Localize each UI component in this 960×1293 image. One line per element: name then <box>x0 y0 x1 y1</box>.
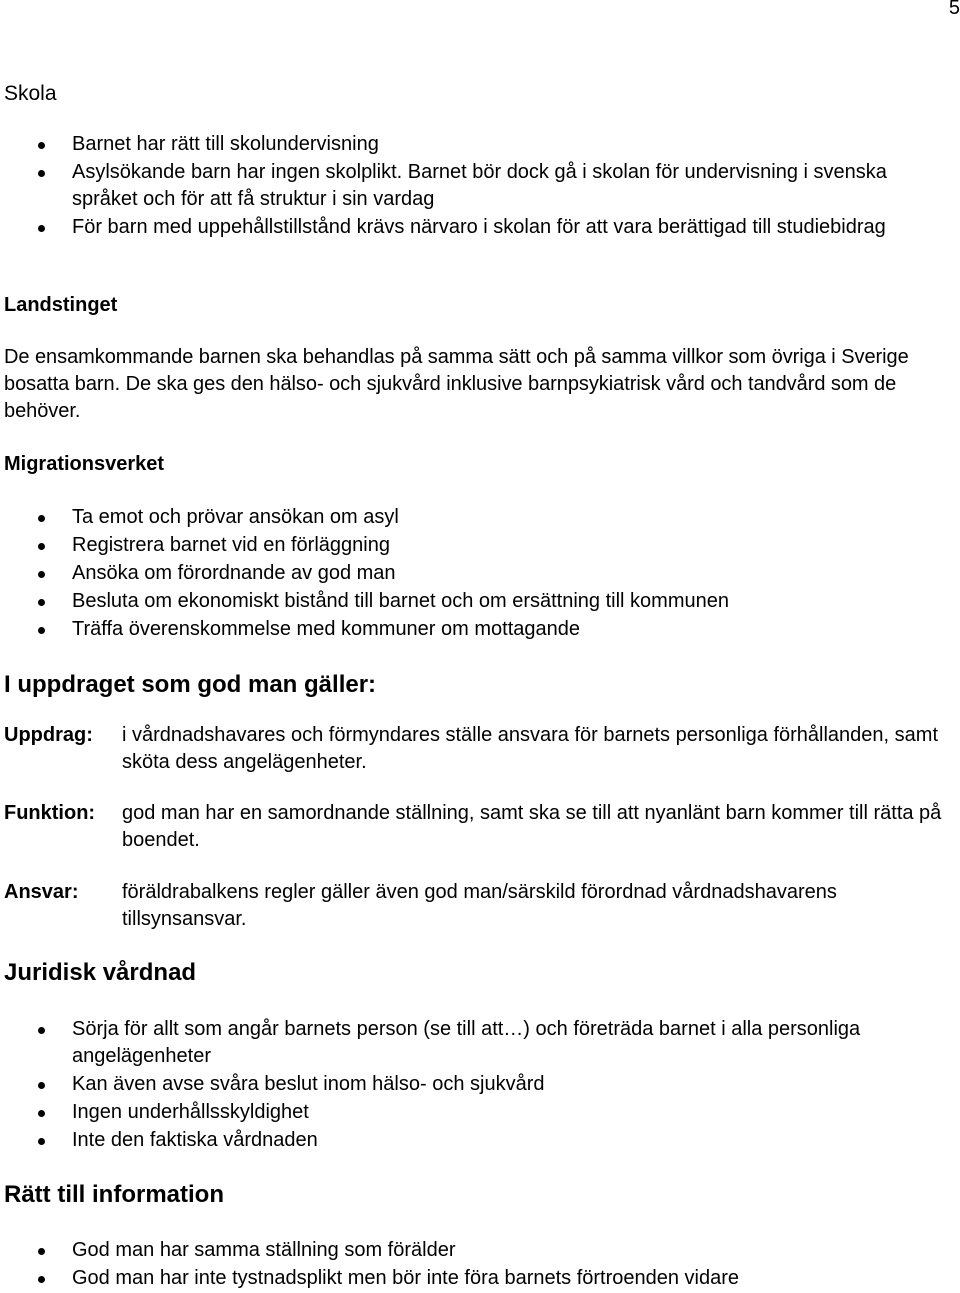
bullet-icon <box>38 627 45 634</box>
definition-row-ansvar <box>4 879 952 933</box>
list-item-text: Besluta om ekonomiskt bistånd till barnet och om ersättning till kommunen <box>72 590 729 612</box>
list-item <box>4 1127 880 1154</box>
list-item <box>4 532 956 559</box>
page-number: 5 <box>948 0 960 19</box>
definition-term: Uppdrag: <box>4 724 93 746</box>
bullet-icon <box>38 1110 45 1117</box>
bullet-icon <box>38 543 45 550</box>
list-item-text: Asylsökande barn har ingen skolplikt. Barnet bör dock gå i skolan för undervisning i svenska språket och för att få struktur i sin vardag <box>72 161 887 210</box>
bullet-icon <box>38 1138 45 1145</box>
bullet-icon <box>38 1248 45 1255</box>
list-item <box>4 1237 956 1264</box>
section-heading-migrationsverket: Migrationsverket <box>4 453 165 475</box>
list-item <box>4 504 956 531</box>
bullet-icon <box>38 599 45 606</box>
list-item-text: Registrera barnet vid en förläggning <box>72 534 390 556</box>
list-item-text: Kan även avse svåra beslut inom hälso- och sjukvård <box>72 1073 545 1095</box>
list-item-text: Ta emot och prövar ansökan om asyl <box>72 506 399 528</box>
bullet-icon <box>38 225 45 232</box>
list-item-text: För barn med uppehållstillstånd krävs närvaro i skolan för att vara berättigad till studiebidrag <box>72 216 886 238</box>
migrationsverket-list <box>4 504 956 644</box>
definition-term: Ansvar: <box>4 881 79 903</box>
definition-term: Funktion: <box>4 802 96 824</box>
definition-text: god man har en samordnande ställning, samt ska se till att nyanlänt barn kommer till rätta på boendet. <box>122 802 942 851</box>
section-heading-uppdraget: I uppdraget som god man gäller: <box>4 671 377 698</box>
list-item <box>4 616 956 643</box>
list-item-text: Barnet har rätt till skolundervisning <box>72 133 379 155</box>
list-item-text: Träffa överenskommelse med kommuner om mottagande <box>72 618 580 640</box>
juridisk-list <box>4 1016 880 1155</box>
bullet-icon <box>38 170 45 177</box>
section-heading-information: Rätt till information <box>4 1181 224 1208</box>
landstinget-paragraph: De ensamkommande barnen ska behandlas på samma sätt och på samma villkor som övriga i Sverige bosatta barn. De ska ges den hälso- och sjukvård inklusive barnpsykiatrisk vård och tandvård som de behöver. <box>4 346 909 422</box>
list-item <box>4 131 920 158</box>
skola-list <box>4 131 920 242</box>
list-item-text: Sörja för allt som angår barnets person (se till att…) och företräda barnet i alla personliga angelägenheter <box>72 1018 861 1067</box>
list-item <box>4 1265 956 1292</box>
list-item <box>4 214 920 241</box>
section-heading-juridisk: Juridisk vårdnad <box>4 959 197 986</box>
bullet-icon <box>38 571 45 578</box>
bullet-icon <box>38 1276 45 1283</box>
list-item-text: God man har inte tystnadsplikt men bör inte föra barnets förtroenden vidare <box>72 1267 740 1289</box>
list-item <box>4 159 920 213</box>
bullet-icon <box>38 142 45 149</box>
section-heading-skola: Skola <box>4 82 57 105</box>
list-item <box>4 1099 880 1126</box>
definition-text: föräldrabalkens regler gäller även god man/särskild förordnad vårdnadshavarens tillsynsansvar. <box>122 881 837 930</box>
list-item-text: Inte den faktiska vårdnaden <box>72 1129 318 1151</box>
bullet-icon <box>38 1082 45 1089</box>
information-list <box>4 1237 956 1293</box>
definition-row-uppdrag <box>4 722 952 776</box>
section-heading-landstinget: Landstinget <box>4 294 118 316</box>
list-item-text: Ingen underhållsskyldighet <box>72 1101 309 1123</box>
list-item <box>4 1071 880 1098</box>
list-item-text: Ansöka om förordnande av god man <box>72 562 396 584</box>
list-item <box>4 1016 880 1070</box>
list-item <box>4 588 956 615</box>
definition-row-funktion <box>4 800 952 854</box>
definition-text: i vårdnadshavares och förmyndares ställe ansvara för barnets personliga förhållanden, samt sköta dess angelägenheter. <box>122 724 938 773</box>
bullet-icon <box>38 1027 45 1034</box>
list-item <box>4 560 956 587</box>
list-item-text: God man har samma ställning som förälder <box>72 1239 456 1261</box>
bullet-icon <box>38 515 45 522</box>
